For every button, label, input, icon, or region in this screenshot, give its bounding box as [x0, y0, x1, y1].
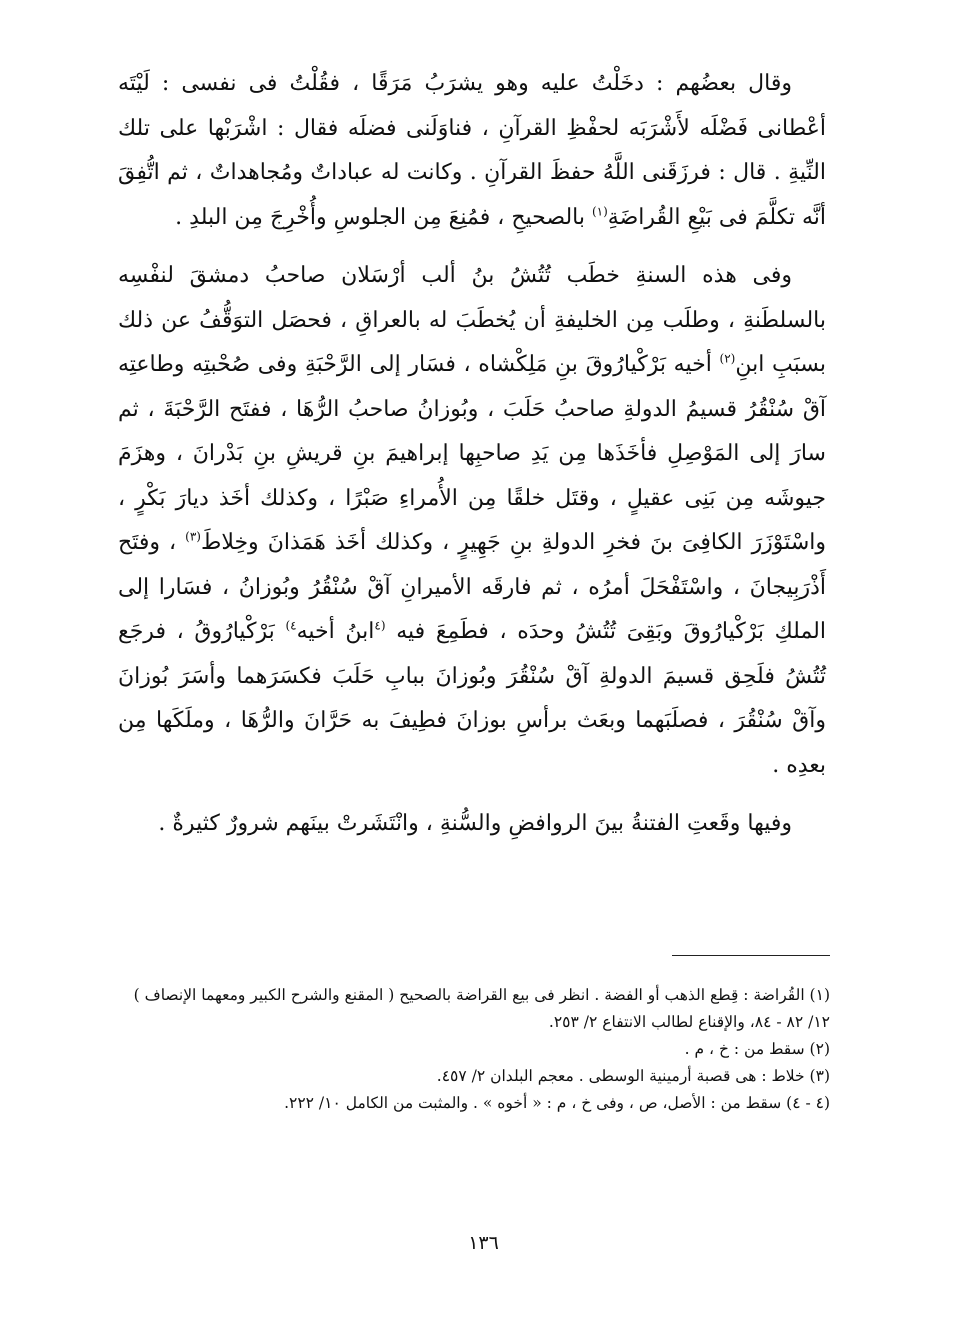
paragraph-2-text: ، وفتَح أَذْرَبِيجانَ ، واسْتَفْحَلَ أمرُه ، ثم فارقَه الأميرانِ آقْ سُنْقُرُ وبُوزانُ ، فسَارا إلى الملكِ بَرْكْيارُوقَ وبَقِىَ تُتُشُ وحدَه ، فطَمِعَ فيه — [118, 530, 826, 644]
footnote-ref-1: (١) — [591, 204, 608, 219]
footnote-ref-2: (٢) — [719, 351, 736, 366]
main-text — [118, 62, 826, 847]
paragraph-1 — [118, 62, 826, 240]
paragraph-1-text: وقال بعضُهم : دخَلْتُ عليه وهو يشرَبُ مَرَقًا ، فقُلْتُ فى نفسى : لَيْتَه أعْطانى فَضْلَه لأَشْرَبَه لحفْظِ القرآنِ ، فناوَلَنى فضلَه فقال : اشْرَبْها على تلك النِّيةِ . قال : فرزَقَنى اللَّهُ حفظَ القرآنِ . وكانت له عباداتٌ ومُجاهداتٌ ، ثم اتُّفِقَ أنَّه تكلَّمَ فى بَيْعِ القُراضَةِ — [118, 71, 826, 230]
footnote-ref-4-end: ٤) — [285, 618, 297, 633]
paragraph-2-text: وفى هذه السنةِ خطَب تُتُشُ بنُ ألب أرْسَلان صاحبُ دمشقَ لنفْسِه بالسلطَنةِ ، وطلَب مِن الخليفةِ أن يُخطَبَ له بالعراقِ ، فحصَل التوَقُّفُ عن ذلك بسبَبِ ابنِ — [118, 263, 826, 377]
page-number: ١٣٦ — [468, 1232, 499, 1254]
footnote-4: (٤ - ٤) سقط من : الأصل، ص ، وفى خ ، م : « أخوه » . والمثبت من الكامل ١٠/ ٢٢٢. — [284, 1094, 830, 1112]
footnote-separator-rule — [672, 955, 830, 956]
paragraph-gap — [118, 788, 826, 802]
paragraph-1-text: بالصحيحِ ، فمُنِعَ مِن الجلوسِ وأُخْرِجَ مِن البلدِ . — [175, 204, 592, 230]
paragraph-gap — [118, 240, 826, 254]
footnote-ref-3: (٣) — [185, 529, 201, 544]
paragraph-3-text: وفيها وقَعتِ الفتنةُ بينَ الروافضِ والسُّنةِ ، وانْتَشَرتْ بينَهم شرورٌ كثيرةٌ . — [158, 811, 792, 836]
paragraph-2 — [118, 254, 826, 788]
footnote-3: (٣) خلاط : هى قصبة أرمينية الوسطى . معجم البلدان ٢/ ٤٥٧. — [436, 1067, 830, 1085]
footnote-ref-4-start: (٤ — [374, 618, 386, 633]
paragraph-3 — [118, 802, 826, 847]
footnotes — [118, 982, 830, 1117]
paragraph-2-text: بَرْكْيارُوقُ ، فرجَع تُتُشُ فلَحِق قسيمَ الدولةِ آقْ سُنْقُرَ وبُوزانَ ببابِ حَلَبَ فكسَرَهما وأسَرَ بُوزانَ وآقْ سُنْقُرَ ، فصلَبَهما وبعَث برأسِ بوزانَ فطِيفَ به حَرَّانَ والرُّهَا ، وملَكَها مِن بعدِه . — [118, 619, 826, 778]
paragraph-2-text: أخيه بَرْكْيارُوقَ بنِ مَلِكْشاه ، فسَار إلى الرَّحْبَةِ وفى صُحْبتِه وطاعتِه آقْ سُنْقُرُ قسيمُ الدولةِ صاحبُ حَلَبَ ، وبُوزانُ صاحبُ الرُّهَا ، ففتَح الرَّحْبَةَ ، ثم سارَ إلى المَوْصِلِ فأخَذَها مِن يَدِ صاحبِها إبراهيمَ بنِ قريشِ بنِ بَدْرانَ ، وهزَمَ جيوشَه مِن بَنِى عقيلٍ ، وقتَل خلقًا مِن الأُمراءِ صَبْرًا ، وكذلك أخَذ ديارَ بَكْرٍ ، واسْتَوْزَرَ الكافِىَ بنَ فخرِ الدولةِ بنِ جَهِيرٍ ، وكذلك أخَذ هَمَذانَ وخِلاطَ — [118, 352, 826, 555]
paragraph-2-text: ابنُ أخيه — [296, 619, 375, 644]
footnote-1: (١) القُراضة : قِطع الذهب أو الفضة . انظر فى بيع القراضة بالصحيح ( المقنع والشرح الكبير ومعهما الإنصاف ) ١٢/ ٨٢ - ٨٤، والإقناع لطالب الانتفاع ٢/ ٢٥٣. — [133, 986, 830, 1031]
footnote-2: (٢) سقط من : خ ، م . — [684, 1040, 830, 1058]
